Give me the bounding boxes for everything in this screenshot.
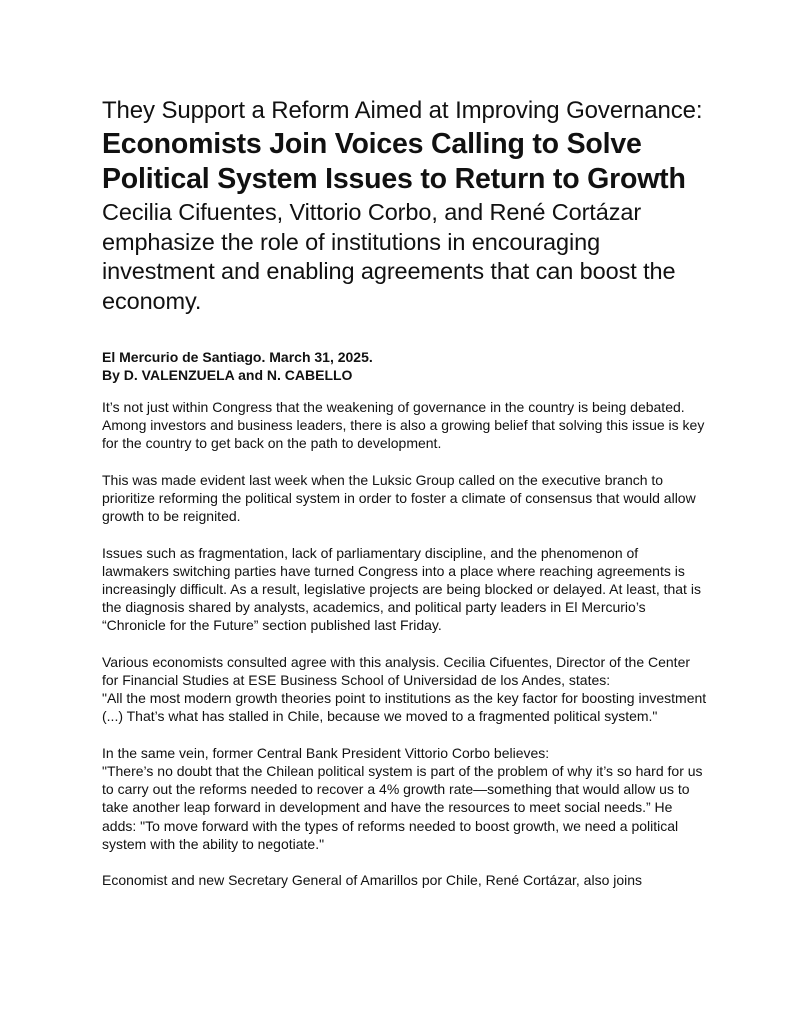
paragraph-5-intro: In the same vein, former Central Bank President Vittorio Corbo believes:: [102, 744, 550, 761]
source-line: El Mercurio de Santiago. March 31, 2025.: [102, 349, 373, 365]
paragraph-2: This was made evident last week when the Luksic Group called on the executive branch to prioritize reforming the political system in order to foster a climate of consensus that would allow growth to be reignited.: [102, 471, 696, 525]
paragraph-1: It’s not just within Congress that the weakening of governance in the country is being debated. Among investors and business leaders, there is also a growing belief that solving this issue is key for the country to get back on the path to development.: [102, 399, 705, 452]
article-byline: [102, 348, 708, 384]
authors-line: By D. VALENZUELA and N. CABELLO: [102, 367, 353, 383]
article-page: [102, 96, 708, 908]
paragraph-4: [102, 653, 708, 726]
article-headline: Economists Join Voices Calling to Solve Political System Issues to Return to Growth: [102, 128, 686, 195]
paragraph-4-intro: Various economists consulted agree with this analysis. Cecilia Cifuentes, Director of the Center for Financial Studies at ESE Business School of Universidad de los Andes, states:: [102, 653, 691, 688]
paragraph-5: [102, 744, 708, 853]
article-kicker: They Support a Reform Aimed at Improving Governance:: [102, 97, 703, 124]
paragraph-5-quote: "There’s no doubt that the Chilean political system is part of the problem of why it’s so hard for us to carry out the reforms needed to recover a 4% growth rate—something that would allow us to take another leap forward in development and have the resources to meet social needs.” He adds: "To move forward with the types of reforms needed to boost growth, we need a political system with the ability to negotiate.": [102, 763, 703, 852]
paragraph-6: Economist and new Secretary General of Amarillos por Chile, René Cortázar, also joins: [102, 872, 643, 889]
paragraph-4-quote: "All the most modern growth theories point to institutions as the key factor for boosting investment (...) That’s what has stalled in Chile, because we moved to a fragmented political system.": [102, 690, 707, 725]
paragraph-3: Issues such as fragmentation, lack of parliamentary discipline, and the phenomenon of lawmakers switching parties have turned Congress into a place where reaching agreements is increasingly difficult. As a result, legislative projects are being blocked or delayed. At least, that is the diagnosis shared by analysts, academics, and political party leaders in El Mercurio’s “Chronicle for the Future” section published last Friday.: [102, 544, 701, 634]
article-body: [102, 398, 708, 889]
article-subheadline: Cecilia Cifuentes, Vittorio Corbo, and René Cortázar emphasize the role of institutions in encouraging investment and enabling agreements that can boost the economy.: [102, 199, 676, 314]
